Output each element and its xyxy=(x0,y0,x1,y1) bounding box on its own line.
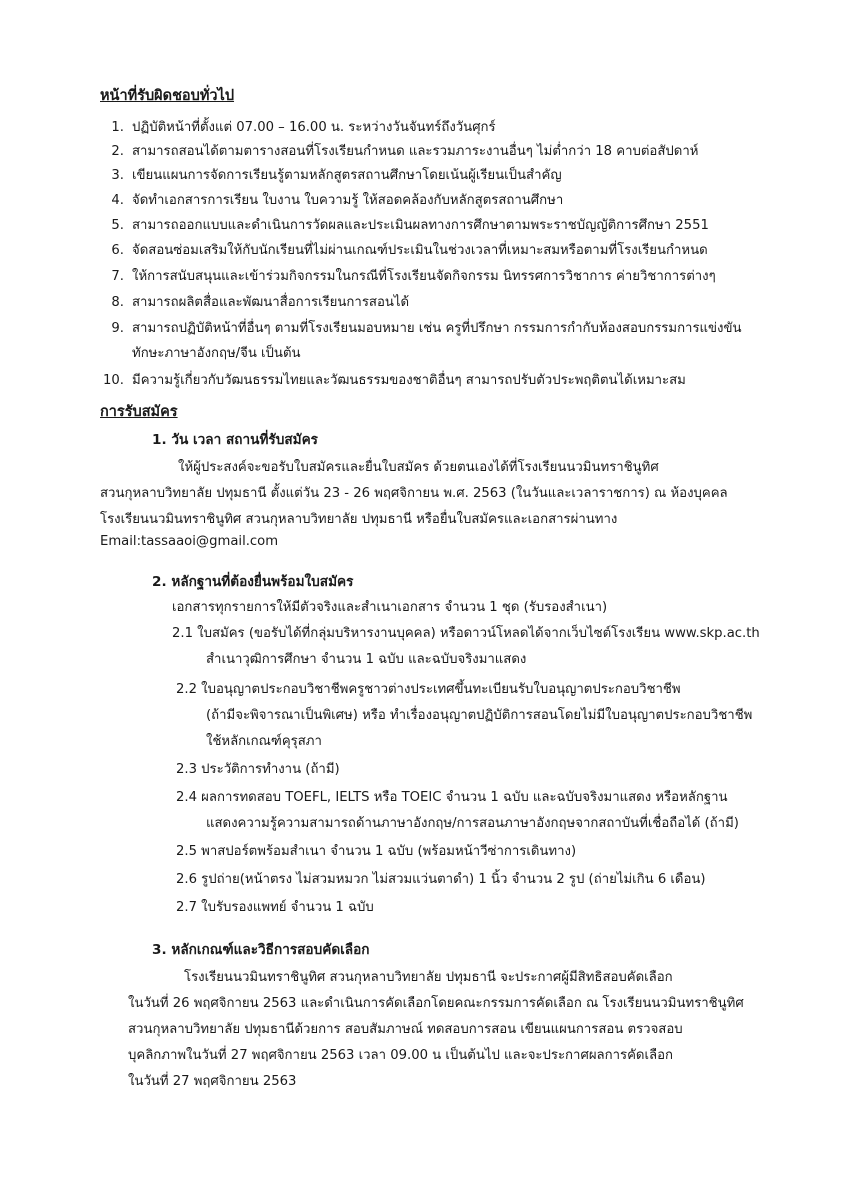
subsection-title: 1. วัน เวลา สถานที่รับสมัคร xyxy=(152,432,318,448)
document-item: 2.6 รูปถ่าย(หน้าตรง ไม่สวมหมวก ไม่สวมแว่นตาดำ) 1 นิ้ว จำนวน 2 รูป (ถ่ายไม่เกิน 6 เดือน) xyxy=(176,872,706,887)
duty-item: 1. ปฏิบัติหน้าที่ตั้งแต่ 07.00 – 16.00 น. ระหว่างวันจันทร์ถึงวันศุกร์ xyxy=(111,120,496,135)
paragraph-line: เอกสารทุกรายการให้มีตัวจริงและสำเนาเอกสาร จำนวน 1 ชุด (รับรองสำเนา) xyxy=(172,600,608,615)
duty-item: 2. สามารถสอนได้ตามตารางสอนที่โรงเรียนกำหนด และรวมภาระงานอื่นๆ ไม่ต่ำกว่า 18 คาบต่อสัปดาห์ xyxy=(111,144,699,159)
duty-item: 10. มีความรู้เกี่ยวกับวัฒนธรรมไทยและวัฒนธรรมของชาติอื่นๆ สามารถปรับตัวประพฤติตนได้เหมาะสม xyxy=(103,373,686,388)
duty-item: 6. จัดสอนซ่อมเสริมให้กับนักเรียนที่ไม่ผ่านเกณฑ์ประเมินในช่วงเวลาที่เหมาะสมหรือตามที่โรงเรียนกำหนด xyxy=(111,243,708,258)
document-item: 2.5 พาสปอร์ตพร้อมสำเนา จำนวน 1 ฉบับ (พร้อมหน้าวีซ่าการเดินทาง) xyxy=(176,844,577,859)
duty-item: 9. สามารถปฏิบัติหน้าที่อื่นๆ ตามที่โรงเรียนมอบหมาย เช่น ครูที่ปรึกษา กรรมการกำกับห้องสอบกรรมการแข่งขัน xyxy=(111,321,742,336)
duty-item: 4. จัดทำเอกสารการเรียน ใบงาน ใบความรู้ ให้สอดคล้องกับหลักสูตรสถานศึกษา xyxy=(111,193,564,208)
paragraph-line: ให้ผู้ประสงค์จะขอรับใบสมัครและยื่นใบสมัคร ด้วยตนเองได้ที่โรงเรียนนวมินทราชินูทิศ xyxy=(178,460,659,475)
paragraph-line: สวนกุหลาบวิทยาลัย ปทุมธานีด้วยการ สอบสัมภาษณ์ ทดสอบการสอน เขียนแผนการสอน ตรวจสอบ xyxy=(128,1022,683,1037)
duty-item-continuation: ทักษะภาษาอังกฤษ/จีน เป็นต้น xyxy=(132,346,301,361)
paragraph-line: บุคลิกภาพในวันที่ 27 พฤศจิกายน 2563 เวลา 09.00 น เป็นต้นไป และจะประกาศผลการคัดเลือก xyxy=(128,1048,673,1063)
paragraph-line: โรงเรียนนวมินทราชินูทิศ สวนกุหลาบวิทยาลัย ปทุมธานี หรือยื่นใบสมัครและเอกสารผ่านทาง xyxy=(100,512,618,527)
document-item-continuation: สำเนาวุฒิการศึกษา จำนวน 1 ฉบับ และฉบับจริงมาแสดง xyxy=(206,652,527,667)
duty-item: 3. เขียนแผนการจัดการเรียนรู้ตามหลักสูตรสถานศึกษาโดยเน้นผู้เรียนเป็นสำคัญ xyxy=(111,168,562,183)
document-item: 2.1 ใบสมัคร (ขอรับได้ที่กลุ่มบริหารงานบุคคล) หรือดาวน์โหลดได้จากเว็บไซต์โรงเรียน www.skp.ac.th xyxy=(172,626,760,641)
paragraph-line: โรงเรียนนวมินทราชินูทิศ สวนกุหลาบวิทยาลัย ปทุมธานี จะประกาศผู้มีสิทธิสอบคัดเลือก xyxy=(184,970,673,985)
duty-item: 7. ให้การสนับสนุนและเข้าร่วมกิจกรรมในกรณีที่โรงเรียนจัดกิจกรรม นิทรรศการวิชาการ ค่ายวิชาการต่างๆ xyxy=(111,269,716,284)
paragraph-line: ในวันที่ 26 พฤศจิกายน 2563 และดำเนินการคัดเลือกโดยคณะกรรมการคัดเลือก ณ โรงเรียนนวมินทราชินูทิศ xyxy=(128,996,744,1011)
document-item: 2.3 ประวัติการทำงาน (ถ้ามี) xyxy=(176,762,340,777)
document-item: 2.2 ใบอนุญาตประกอบวิชาชีพครูชาวต่างประเทศขึ้นทะเบียนรับใบอนุญาตประกอบวิชาชีพ xyxy=(176,682,681,697)
subsection-title: 3. หลักเกณฑ์และวิธีการสอบคัดเลือก xyxy=(152,942,370,958)
duty-item: 5. สามารถออกแบบและดำเนินการวัดผลและประเมินผลทางการศึกษาตามพระราชบัญญัติการศึกษา 2551 xyxy=(111,218,709,233)
paragraph-line: ในวันที่ 27 พฤศจิกายน 2563 xyxy=(128,1074,297,1089)
document-item-continuation: ใช้หลักเกณฑ์คุรุสภา xyxy=(206,734,322,749)
subsection-title: 2. หลักฐานที่ต้องยื่นพร้อมใบสมัคร xyxy=(152,574,354,590)
section-heading-application: การรับสมัคร xyxy=(100,404,178,420)
document-item-continuation: แสดงความรู้ความสามารถด้านภาษาอังกฤษ/การสอนภาษาอังกฤษจากสถาบันที่เชื่อถือได้ (ถ้ามี) xyxy=(206,816,739,831)
duty-item: 8. สามารถผลิตสื่อและพัฒนาสื่อการเรียนการสอนได้ xyxy=(111,295,410,310)
paragraph-line: สวนกุหลาบวิทยาลัย ปทุมธานี ตั้งแต่วัน 23 - 26 พฤศจิกายน พ.ศ. 2563 (ในวันและเวลาราชการ) ณ ห้องบุคคล xyxy=(100,486,728,501)
email-line: Email:tassaaoi@gmail.com xyxy=(100,534,279,549)
document-item-continuation: (ถ้ามีจะพิจารณาเป็นพิเศษ) หรือ ทำเรื่องอนุญาตปฏิบัติการสอนโดยไม่มีใบอนุญาตประกอบวิชาชีพ xyxy=(206,708,753,723)
section-heading-duties: หน้าที่รับผิดชอบทั่วไป xyxy=(100,88,235,104)
document-item: 2.4 ผลการทดสอบ TOEFL, IELTS หรือ TOEIC จำนวน 1 ฉบับ และฉบับจริงมาแสดง หรือหลักฐาน xyxy=(176,790,728,805)
document-item: 2.7 ใบรับรองแพทย์ จำนวน 1 ฉบับ xyxy=(176,900,374,915)
